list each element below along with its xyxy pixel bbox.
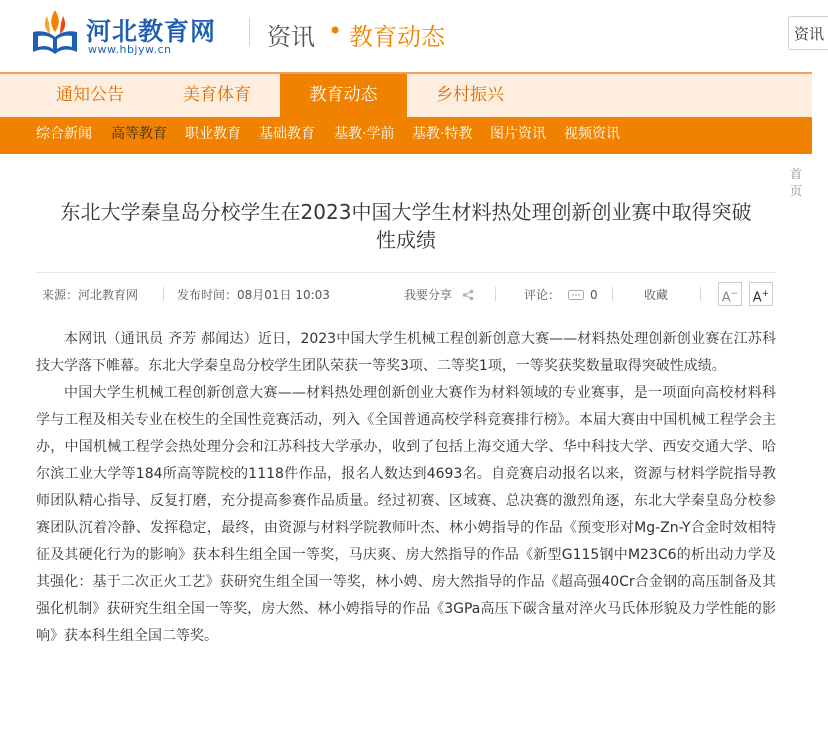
site-url: www.hbjyw.cn	[88, 43, 172, 56]
header-dot: •	[328, 17, 343, 45]
site-name: 河北教育网	[86, 17, 217, 46]
comment-icon[interactable]	[568, 290, 584, 302]
plus-icon: +	[761, 289, 770, 299]
font-larger-label: A	[752, 290, 762, 306]
article-title	[36, 198, 776, 254]
article-paragraph: 中国大学生机械工程创新创意大赛——材料热处理创新创业大赛作为材料领域的专业赛事，是一项面向高校材料科学与工程及相关专业在校生的全国性竞赛活动，列入《全国普通高校学科竞赛排行榜》。本届大赛由中国机械工程学会主办，中国机械工程学会热处理分会和江苏科技大学承办，收到了包括上海交通大学、华中科技大学、西安交通大学、哈尔滨工业大学等184所高等院校的1118件作品，报名人数达到4693名。自竞赛启动报名以来，资源与材料学院指导教师团队精心指导、反复打磨，充分提高参赛作品质量。经过初赛、区域赛、总决赛的激烈角逐，东北大学秦皇岛分校参赛团队沉着冷静、发挥稳定，最终，由资源与材料学院教师叶杰、林小娉指导的作品《预变形对Mg-Zn-Y合金时效相特征及其硬化行为的影响》获本科生组全国一等奖，马庆爽、房大然指导的作品《新型G115钢中M23C6的析出动力学及其强化：基于二次正火工艺》获研究生组全国一等奖，林小娉、房大然指导的作品《超高强40Cr合金钢的高压制备及其强化机制》获研究生组全国一等奖，房大然、林小娉指导的作品《3GPa高压下碳含量对淬火马氏体形貌及力学性能的影响》获本科生组全国二等奖。	[36, 385, 776, 644]
comment-count: 0	[590, 288, 598, 302]
secondary-nav	[0, 117, 812, 154]
article-paragraph: 本网讯（通讯员 齐芳 郝闻达）近日，2023中国大学生机械工程创新创意大赛——材料热处理创新创业赛在江苏科技大学落下帷幕。东北大学秦皇岛分校学生团队荣获一等奖3项、二等奖1项，一等奖获奖数量取得突破性成绩。	[36, 331, 776, 374]
meta-divider	[612, 287, 613, 301]
site-logo[interactable]	[30, 6, 230, 62]
logo-emblem-icon	[30, 6, 80, 58]
font-larger-button[interactable]	[749, 282, 773, 306]
article-source: 来源：河北教育网	[42, 288, 139, 302]
title-divider	[36, 272, 776, 273]
primary-nav	[0, 72, 812, 117]
subnav-preschool[interactable]: 基教·学前	[334, 126, 395, 142]
header-subsection[interactable]: 教育动态	[349, 23, 445, 51]
font-smaller-label: A	[721, 290, 731, 306]
subnav-photo-news[interactable]: 图片资讯	[490, 126, 546, 142]
header-divider	[249, 18, 250, 46]
nav-item-notices[interactable]: 通知公告	[56, 85, 124, 105]
minus-icon: −	[730, 289, 739, 299]
meta-divider	[163, 287, 164, 301]
subnav-special-education[interactable]: 基教·特教	[412, 126, 473, 142]
article-title-line2: 性成绩	[376, 228, 436, 252]
favorite-button[interactable]: 收藏	[644, 288, 669, 302]
share-icon[interactable]	[462, 289, 474, 301]
font-smaller-button[interactable]	[718, 282, 742, 306]
site-header	[0, 0, 825, 72]
meta-divider	[495, 287, 496, 301]
share-button[interactable]: 我要分享	[404, 288, 453, 302]
breadcrumb-home[interactable]: 首页	[790, 167, 803, 198]
subnav-video-news[interactable]: 视频资讯	[564, 126, 620, 142]
article-publish-time: 发布时间：08月01日 10:03	[177, 288, 330, 302]
subnav-higher-education[interactable]: 高等教育	[111, 126, 167, 142]
nav-item-education-news[interactable]: 教育动态	[280, 74, 407, 117]
nav-item-arts-sports[interactable]: 美育体育	[183, 85, 251, 105]
article-title-line1: 东北大学秦皇岛分校学生在2023中国大学生材料热处理创新创业赛中取得突破	[60, 200, 752, 224]
comment-label: 评论：	[524, 288, 561, 302]
subnav-general-news[interactable]: 综合新闻	[36, 126, 92, 142]
search-input[interactable]: 资讯	[788, 16, 828, 50]
meta-divider	[700, 287, 701, 301]
header-section[interactable]: 资讯	[267, 23, 315, 51]
subnav-vocational-education[interactable]: 职业教育	[185, 126, 241, 142]
article-body	[36, 326, 776, 650]
nav-item-rural-revitalization[interactable]: 乡村振兴	[436, 85, 504, 105]
subnav-basic-education[interactable]: 基础教育	[259, 126, 315, 142]
